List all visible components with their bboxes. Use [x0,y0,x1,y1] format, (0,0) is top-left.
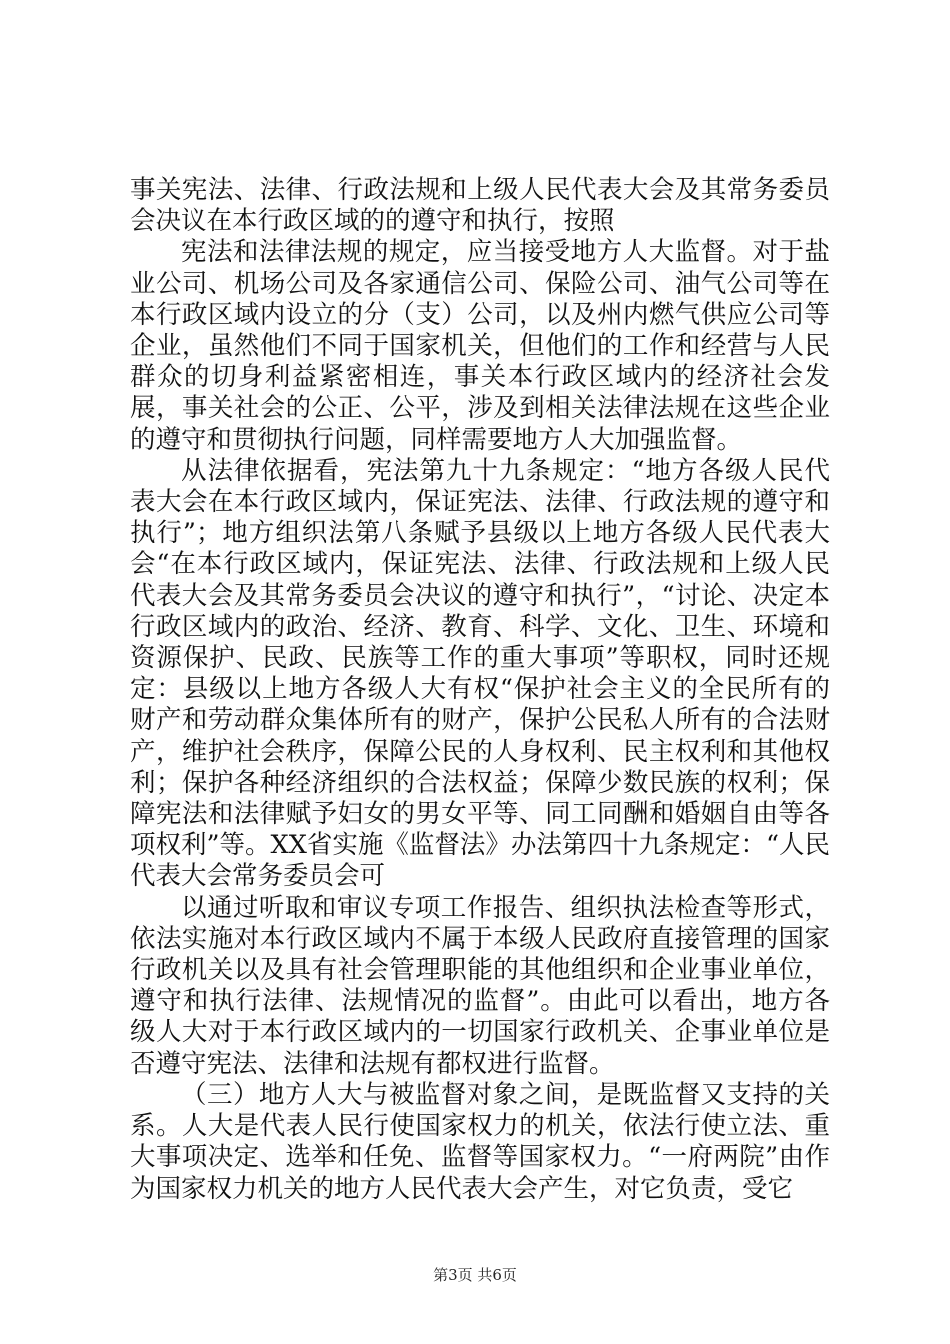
page-number-footer: 第3页 共6页 [433,1266,517,1284]
paragraph-1: 事关宪法、法律、行政法规和上级人民代表大会及其常务委员会决议在本行政区域的的遵守和执行，按照 [130,175,830,237]
paragraph-2: 宪法和法律法规的规定，应当接受地方人大监督。对于盐业公司、机场公司及各家通信公司、保险公司、油气公司等在本行政区域内设立的分（支）公司，以及州内燃气供应公司等企业，虽然他们不同于国家机关，但他们的工作和经营与人民群众的切身利益紧密相连，事关本行政区域内的经济社会发展，事关社会的公正、公平，涉及到相关法律法规在这些企业的遵守和贯彻执行问题，同样需要地方人大加强监督。 [130,237,830,455]
paragraph-5: （三）地方人大与被监督对象之间，是既监督又支持的关系。人大是代表人民行使国家权力的机关，依法行使立法、重大事项决定、选举和任免、监督等国家权力。“一府两院”由作为国家权力机关的地方人民代表大会产生，对它负责，受它 [130,1079,830,1204]
paragraph-4: 以通过听取和审议专项工作报告、组织执法检查等形式，依法实施对本行政区域内不属于本级人民政府直接管理的国家行政机关以及具有社会管理职能的其他组织和企业事业单位，遵守和执行法律、法规情况的监督”。由此可以看出，地方各级人大对于本行政区域内的一切国家行政机关、企事业单位是否遵守宪法、法律和法规有都权进行监督。 [130,892,830,1079]
paragraph-3: 从法律依据看，宪法第九十九条规定：“地方各级人民代表大会在本行政区域内，保证宪法、法律、行政法规的遵守和执行”；地方组织法第八条赋予县级以上地方各级人民代表大会“在本行政区域内，保证宪法、法律、行政法规和上级人民代表大会及其常务委员会决议的遵守和执行”，“讨论、决定本行政区域内的政治、经济、教育、科学、文化、卫生、环境和资源保护、民政、民族等工作的重大事项”等职权，同时还规定：县级以上地方各级人大有权“保护社会主义的全民所有的财产和劳动群众集体所有的财产，保护公民私人所有的合法财产，维护社会秩序，保障公民的人身权利、民主权利和其他权利；保护各种经济组织的合法权益；保障少数民族的权利；保障宪法和法律赋予妇女的男女平等、同工同酬和婚姻自由等各项权利”等。XX省实施《监督法》办法第四十九条规定：“人民代表大会常务委员会可 [130,455,830,892]
document-body [130,175,830,1205]
